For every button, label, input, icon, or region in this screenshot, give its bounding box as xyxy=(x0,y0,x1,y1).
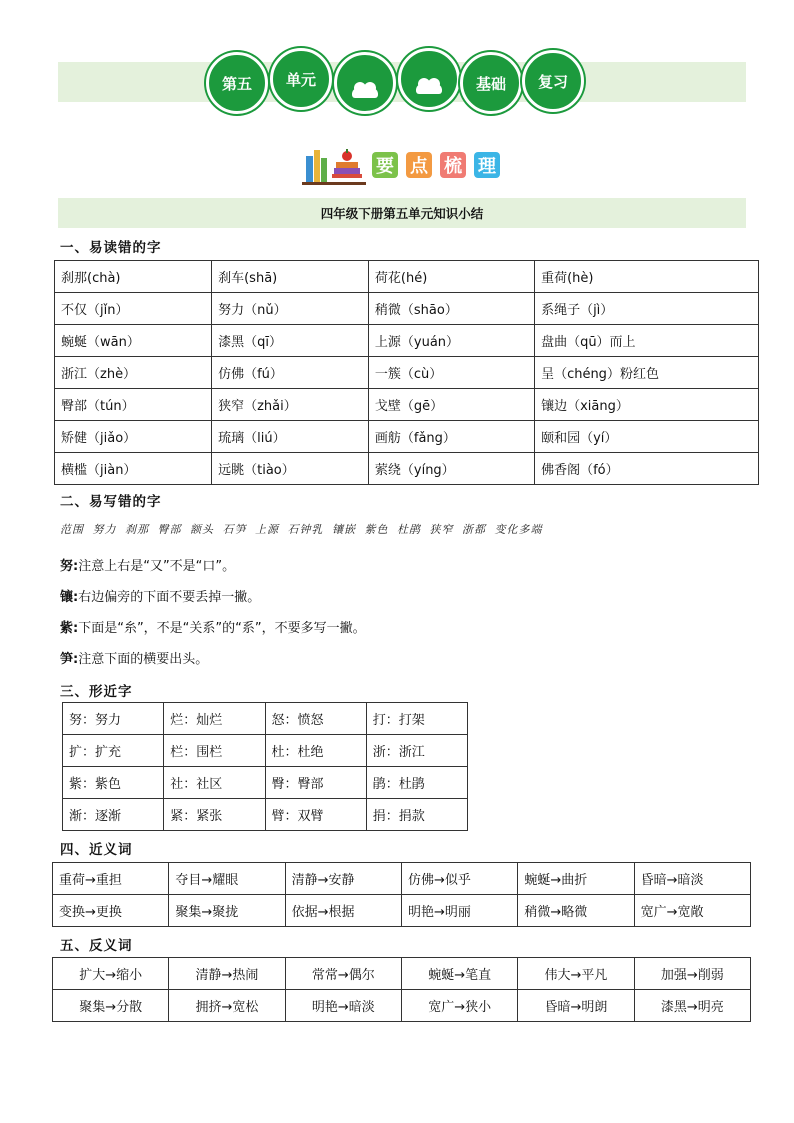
note-4-char: 笋: xyxy=(60,652,79,667)
table-cell: 蜿蜒→曲折 xyxy=(518,863,634,895)
table-cell: 昏暗→暗淡 xyxy=(634,863,750,895)
table-row xyxy=(55,389,759,421)
page-subtitle: 四年级下册第五单元知识小结 xyxy=(320,206,484,221)
table-cell: 依据→根据 xyxy=(285,895,401,927)
cloud-icon xyxy=(416,84,442,94)
table-row xyxy=(55,453,759,485)
key-char-1 xyxy=(372,152,398,178)
note-2-text: 右边偏旁的下面不要丢掉一撇。 xyxy=(78,590,261,605)
table-cell: 烂：灿烂 xyxy=(164,703,265,735)
key-char-3 xyxy=(440,152,466,178)
misread-table xyxy=(54,260,759,485)
table-cell: 蜿蜒（wān） xyxy=(55,325,212,357)
badge-5-label: 基础 xyxy=(475,74,506,93)
badge-2 xyxy=(270,48,332,110)
table-cell: 颐和园（yí） xyxy=(535,421,759,453)
note-3-char: 紫: xyxy=(60,621,79,636)
note-3-text: 下面是“糸”，不是“关系”的“系”，不要多写一撇。 xyxy=(78,621,366,636)
table-cell: 稍微（shāo） xyxy=(368,293,534,325)
key-char-4 xyxy=(474,152,500,178)
table-cell: 刹车(shā) xyxy=(212,261,369,293)
table-cell: 努力（nǔ） xyxy=(212,293,369,325)
table-cell: 清静→安静 xyxy=(285,863,401,895)
table-cell: 仿佛→似乎 xyxy=(401,863,517,895)
table-cell: 明艳→暗淡 xyxy=(285,990,401,1022)
key-char-4-text: 理 xyxy=(478,156,496,177)
note-4 xyxy=(60,648,208,667)
table-cell: 呈（chéng）粉红色 xyxy=(535,357,759,389)
badge-1 xyxy=(206,52,268,114)
table-row xyxy=(55,293,759,325)
table-cell: 狭窄（zhǎi） xyxy=(212,389,369,421)
table-row xyxy=(63,767,468,799)
table-cell: 盘曲（qū）而上 xyxy=(535,325,759,357)
synonyms-table xyxy=(52,862,751,927)
note-1-text: 注意上右是“又”不是“口”。 xyxy=(78,559,236,574)
table-row xyxy=(55,325,759,357)
table-cell: 捐：捐款 xyxy=(366,799,467,831)
table-cell: 浙：浙江 xyxy=(366,735,467,767)
key-char-2-text: 点 xyxy=(410,156,428,177)
note-1-char: 努: xyxy=(60,559,79,574)
miswritten-words: 范围 努力 刹那 臀部 额头 石笋 上源 石钟乳 镶嵌 紫色 杜鹃 狭窄 浙都 变化多端 xyxy=(60,523,543,536)
note-2-char: 镶: xyxy=(60,590,79,605)
table-cell: 昏暗→明朗 xyxy=(518,990,634,1022)
table-cell: 清静→热闹 xyxy=(169,958,285,990)
table-cell: 佛香阁（fó） xyxy=(535,453,759,485)
note-2 xyxy=(60,586,260,605)
table-cell: 明艳→明丽 xyxy=(401,895,517,927)
table-cell: 臀：臀部 xyxy=(265,767,366,799)
table-row xyxy=(53,958,751,990)
table-cell: 宽广→狭小 xyxy=(401,990,517,1022)
table-cell: 漆黑→明亮 xyxy=(634,990,750,1022)
table-cell: 变换→更换 xyxy=(53,895,169,927)
table-cell: 萦绕（yíng） xyxy=(368,453,534,485)
badge-6-label: 复习 xyxy=(537,72,568,91)
table-cell: 臂：双臂 xyxy=(265,799,366,831)
table-cell: 横槛（jiàn） xyxy=(55,453,212,485)
section-similar-title: 三、形近字 xyxy=(60,684,133,700)
table-row xyxy=(63,799,468,831)
badge-3 xyxy=(334,52,396,114)
table-cell: 荷花(hé) xyxy=(368,261,534,293)
table-cell: 鹃：杜鹃 xyxy=(366,767,467,799)
badge-1-label: 第五 xyxy=(221,74,252,93)
table-cell: 社：社区 xyxy=(164,767,265,799)
key-char-2 xyxy=(406,152,432,178)
table-cell: 仿佛（fú） xyxy=(212,357,369,389)
table-cell: 漆黑（qī） xyxy=(212,325,369,357)
table-cell: 扩大→缩小 xyxy=(53,958,169,990)
table-cell: 宽广→宽敞 xyxy=(634,895,750,927)
note-3 xyxy=(60,617,366,636)
badge-5 xyxy=(460,52,522,114)
table-row xyxy=(53,863,751,895)
table-row xyxy=(63,735,468,767)
table-cell: 杜：杜绝 xyxy=(265,735,366,767)
table-row xyxy=(63,703,468,735)
table-cell: 蜿蜒→笔直 xyxy=(401,958,517,990)
table-cell: 渐：逐渐 xyxy=(63,799,164,831)
table-cell: 努：努力 xyxy=(63,703,164,735)
note-1 xyxy=(60,555,235,574)
key-char-1-text: 要 xyxy=(376,156,394,177)
cloud-icon xyxy=(352,88,378,98)
section-antonym-title: 五、反义词 xyxy=(60,938,133,954)
section-misread-title: 一、易读错的字 xyxy=(60,240,162,256)
table-cell: 一簇（cù） xyxy=(368,357,534,389)
table-cell: 聚集→聚拢 xyxy=(169,895,285,927)
table-cell: 常常→偶尔 xyxy=(285,958,401,990)
table-cell: 琉璃（liú） xyxy=(212,421,369,453)
table-cell: 稍微→略微 xyxy=(518,895,634,927)
table-cell: 打：打架 xyxy=(366,703,467,735)
table-row xyxy=(53,990,751,1022)
table-cell: 怒：愤怒 xyxy=(265,703,366,735)
table-row xyxy=(55,261,759,293)
table-cell: 加强→削弱 xyxy=(634,958,750,990)
key-char-3-text: 梳 xyxy=(444,156,462,177)
table-cell: 栏：围栏 xyxy=(164,735,265,767)
table-cell: 重荷(hè) xyxy=(535,261,759,293)
table-cell: 紫：紫色 xyxy=(63,767,164,799)
table-cell: 画舫（fǎng） xyxy=(368,421,534,453)
table-row xyxy=(53,895,751,927)
table-cell: 夺目→耀眼 xyxy=(169,863,285,895)
table-cell: 镶边（xiāng） xyxy=(535,389,759,421)
table-cell: 重荷→重担 xyxy=(53,863,169,895)
table-cell: 远眺（tiào） xyxy=(212,453,369,485)
antonyms-table xyxy=(52,957,751,1022)
table-cell: 拥挤→宽松 xyxy=(169,990,285,1022)
badge-2-label: 单元 xyxy=(285,70,316,89)
table-cell: 浙江（zhè） xyxy=(55,357,212,389)
table-cell: 扩：扩充 xyxy=(63,735,164,767)
table-cell: 戈壁（gē） xyxy=(368,389,534,421)
table-cell: 臀部（tún） xyxy=(55,389,212,421)
table-row xyxy=(55,357,759,389)
table-cell: 伟大→平凡 xyxy=(518,958,634,990)
table-cell: 系绳子（jì） xyxy=(535,293,759,325)
badge-4 xyxy=(398,48,460,110)
books-icon xyxy=(300,146,368,186)
table-cell: 聚集→分散 xyxy=(53,990,169,1022)
badge-6 xyxy=(522,50,584,112)
table-cell: 上源（yuán） xyxy=(368,325,534,357)
table-cell: 刹那(chà) xyxy=(55,261,212,293)
table-cell: 矫健（jiǎo） xyxy=(55,421,212,453)
similar-chars-table xyxy=(62,702,468,831)
table-cell: 不仅（jǐn） xyxy=(55,293,212,325)
section-synonym-title: 四、近义词 xyxy=(60,842,133,858)
table-row xyxy=(55,421,759,453)
section-miswritten-title: 二、易写错的字 xyxy=(60,494,162,510)
table-cell: 紧：紧张 xyxy=(164,799,265,831)
note-4-text: 注意下面的横要出头。 xyxy=(78,652,209,667)
